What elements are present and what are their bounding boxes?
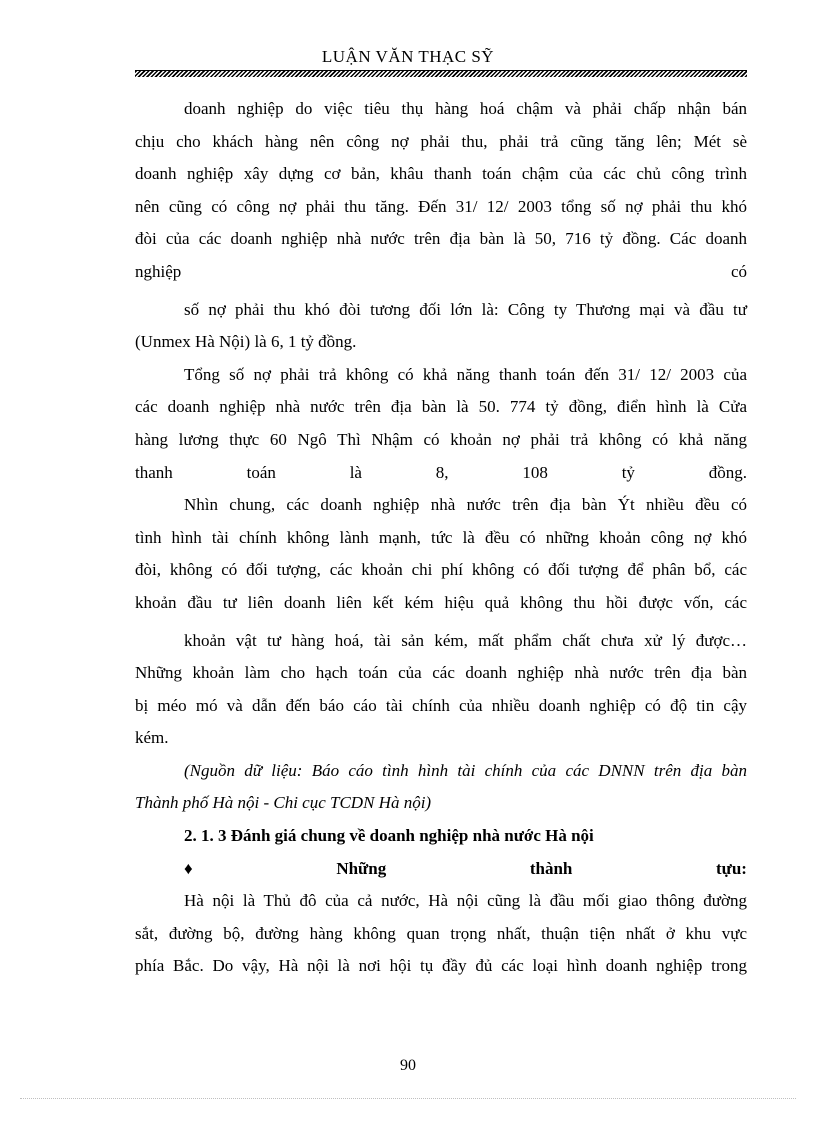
text-line: kém. bbox=[135, 728, 169, 748]
text-line: số nợ phải thu khó đòi tương đối lớn là: Công ty Thương mại và đầu tư bbox=[184, 299, 747, 319]
text-line: (Unmex Hà Nội) là 6, 1 tỷ đồng. bbox=[135, 332, 357, 352]
text-line: Hà nội là Thủ đô của cả nước, Hà nội cũng là đầu mối giao thông đường bbox=[184, 891, 747, 911]
text-line: Nhìn chung, các doanh nghiệp nhà nước trên địa bàn Ýt nhiều đều có bbox=[184, 495, 747, 515]
text-line: nên cũng có công nợ phải thu tăng. Đến 31/ 12/ 2003 tổng số nợ phải thu khó bbox=[135, 196, 747, 216]
bullet-word: thành bbox=[529, 858, 573, 878]
text-word: có bbox=[730, 261, 747, 281]
text-line: khoản đầu tư liên doanh liên kết kém hiệu quả không thu hồi được vốn, các bbox=[135, 592, 747, 612]
text-line: doanh nghiệp do việc tiêu thụ hàng hoá chậm và phải chấp nhận bán bbox=[184, 99, 747, 118]
bullet-word: tựu: bbox=[715, 858, 747, 878]
text-line: sắt, đường bộ, đường hàng không quan trọng nhất, thuận tiện nhất ở khu vực bbox=[135, 923, 747, 943]
text-line bbox=[135, 256, 747, 289]
bullet-heading bbox=[135, 853, 747, 886]
text-line: các doanh nghiệp nhà nước trên địa bàn là 50. 774 tỷ đồng, điển hình là Cửa bbox=[135, 397, 747, 417]
text-line: Tổng số nợ phải trả không có khả năng thanh toán đến 31/ 12/ 2003 của bbox=[184, 364, 747, 384]
bullet-word: Những bbox=[336, 858, 387, 878]
page-bottom-rule bbox=[20, 1098, 796, 1099]
diamond-bullet-icon: ♦ bbox=[184, 858, 193, 878]
text-line: bị méo mó và dẫn đến báo cáo tài chính của nhiều doanh nghiệp có độ tin cậy bbox=[135, 695, 747, 715]
page-body bbox=[135, 93, 747, 983]
running-header: LUẬN VĂN THẠC SỸ bbox=[321, 47, 495, 66]
text-line: hàng lương thực 60 Ngô Thì Nhậm có khoản nợ phải trả không có khả năng bbox=[135, 429, 747, 449]
source-citation-line: Thành phố Hà nội - Chi cục TCDN Hà nội) bbox=[135, 793, 432, 813]
text-line: Những khoản làm cho hạch toán của các doanh nghiệp nhà nước trên địa bàn bbox=[135, 663, 747, 683]
text-line: tình hình tài chính không lành mạnh, tức là đều có những khoản công nợ khó bbox=[135, 527, 747, 547]
text-line: chịu cho khách hàng nên công nợ phải thu, phải trả cũng tăng lên; Mét sè bbox=[135, 131, 747, 151]
text-line: khoản vật tư hàng hoá, tài sản kém, mất phẩm chất chưa xử lý được… bbox=[184, 630, 747, 650]
section-heading: 2. 1. 3 Đánh giá chung về doanh nghiệp nhà nước Hà nội bbox=[184, 826, 594, 846]
text-line: phía Bắc. Do vậy, Hà nội là nơi hội tụ đầy đủ các loại hình doanh nghiệp trong bbox=[135, 956, 747, 976]
header-rule bbox=[135, 70, 747, 77]
text-line: đòi, không có đối tượng, các khoản chi phí không có đối tượng để phân bổ, các bbox=[135, 560, 747, 580]
text-line: thanh toán là 8, 108 tỷ đồng. bbox=[135, 462, 747, 482]
text-line: đòi của các doanh nghiệp nhà nước trên địa bàn là 50, 716 tỷ đồng. Các doanh bbox=[135, 229, 747, 249]
source-citation-line: (Nguồn dữ liệu: Báo cáo tình hình tài chính của các DNNN trên địa bàn bbox=[184, 760, 747, 780]
text-line: doanh nghiệp xây dựng cơ bản, khâu thanh toán chậm của các chủ công trình bbox=[135, 164, 747, 184]
text-word: nghiệp bbox=[135, 261, 182, 281]
page-number: 90 bbox=[400, 1057, 416, 1074]
